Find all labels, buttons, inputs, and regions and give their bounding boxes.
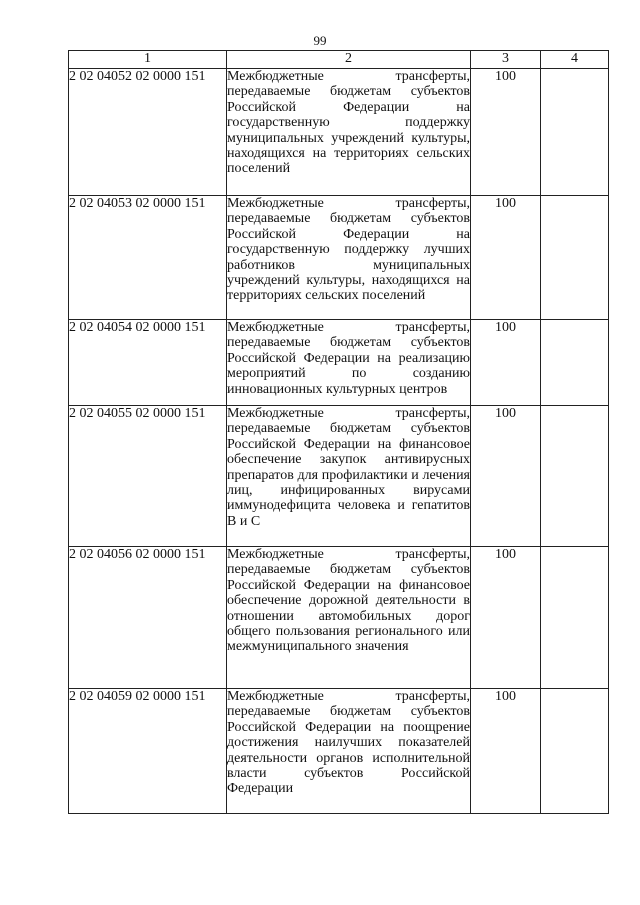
- table-row: [69, 320, 609, 406]
- amount-cell: 100: [471, 196, 541, 320]
- amount-cell: 100: [471, 406, 541, 547]
- description-cell: Межбюджетные трансферты, передаваемые бюджетам субъектов Российской Федерации на финансовое обеспечение дорожной деятельности в отношении автомобильных дорог общего пользования регионального или межмуниципального значения: [227, 547, 471, 689]
- table-row: [69, 196, 609, 320]
- amount-cell: 100: [471, 689, 541, 814]
- budget-code-cell: 2 02 04053 02 0000 151: [69, 196, 227, 320]
- column-4-cell: [541, 547, 609, 689]
- amount-cell: 100: [471, 547, 541, 689]
- budget-code-cell: 2 02 04055 02 0000 151: [69, 406, 227, 547]
- table-row: [69, 406, 609, 547]
- table-row: [69, 69, 609, 196]
- table-row: [69, 547, 609, 689]
- budget-code-cell: 2 02 04059 02 0000 151: [69, 689, 227, 814]
- column-4-cell: [541, 689, 609, 814]
- column-4-cell: [541, 196, 609, 320]
- table-header-row: [69, 51, 609, 69]
- budget-table: [68, 50, 609, 814]
- column-header-3: 3: [471, 51, 541, 69]
- amount-cell: 100: [471, 320, 541, 406]
- column-4-cell: [541, 406, 609, 547]
- description-cell: Межбюджетные трансферты, передаваемые бюджетам субъектов Российской Федерации на государственную поддержку муниципальных учреждений культуры, находящихся на территориях сельских поселений: [227, 69, 471, 196]
- column-header-2: 2: [227, 51, 471, 69]
- column-header-4: 4: [541, 51, 609, 69]
- table-row: [69, 689, 609, 814]
- page-number: 99: [313, 33, 327, 48]
- description-cell: Межбюджетные трансферты, передаваемые бюджетам субъектов Российской Федерации на поощрение достижения наилучших показателей деятельности органов исполнительной власти субъектов Российской Федерации: [227, 689, 471, 814]
- column-4-cell: [541, 69, 609, 196]
- budget-code-cell: 2 02 04056 02 0000 151: [69, 547, 227, 689]
- amount-cell: 100: [471, 69, 541, 196]
- column-4-cell: [541, 320, 609, 406]
- budget-code-cell: 2 02 04052 02 0000 151: [69, 69, 227, 196]
- description-cell: Межбюджетные трансферты, передаваемые бюджетам субъектов Российской Федерации на финансовое обеспечение закупок антивирусных препаратов для профилактики и лечения лиц, инфицированных вирусами иммунодефицита человека и гепатитов В и С: [227, 406, 471, 547]
- budget-code-cell: 2 02 04054 02 0000 151: [69, 320, 227, 406]
- column-header-1: 1: [69, 51, 227, 69]
- description-cell: Межбюджетные трансферты, передаваемые бюджетам субъектов Российской Федерации на государственную поддержку лучших работников муниципальных учреждений культуры, находящихся на территориях сельских поселений: [227, 196, 471, 320]
- description-cell: Межбюджетные трансферты, передаваемые бюджетам субъектов Российской Федерации на реализацию мероприятий по созданию инновационных культурных центров: [227, 320, 471, 406]
